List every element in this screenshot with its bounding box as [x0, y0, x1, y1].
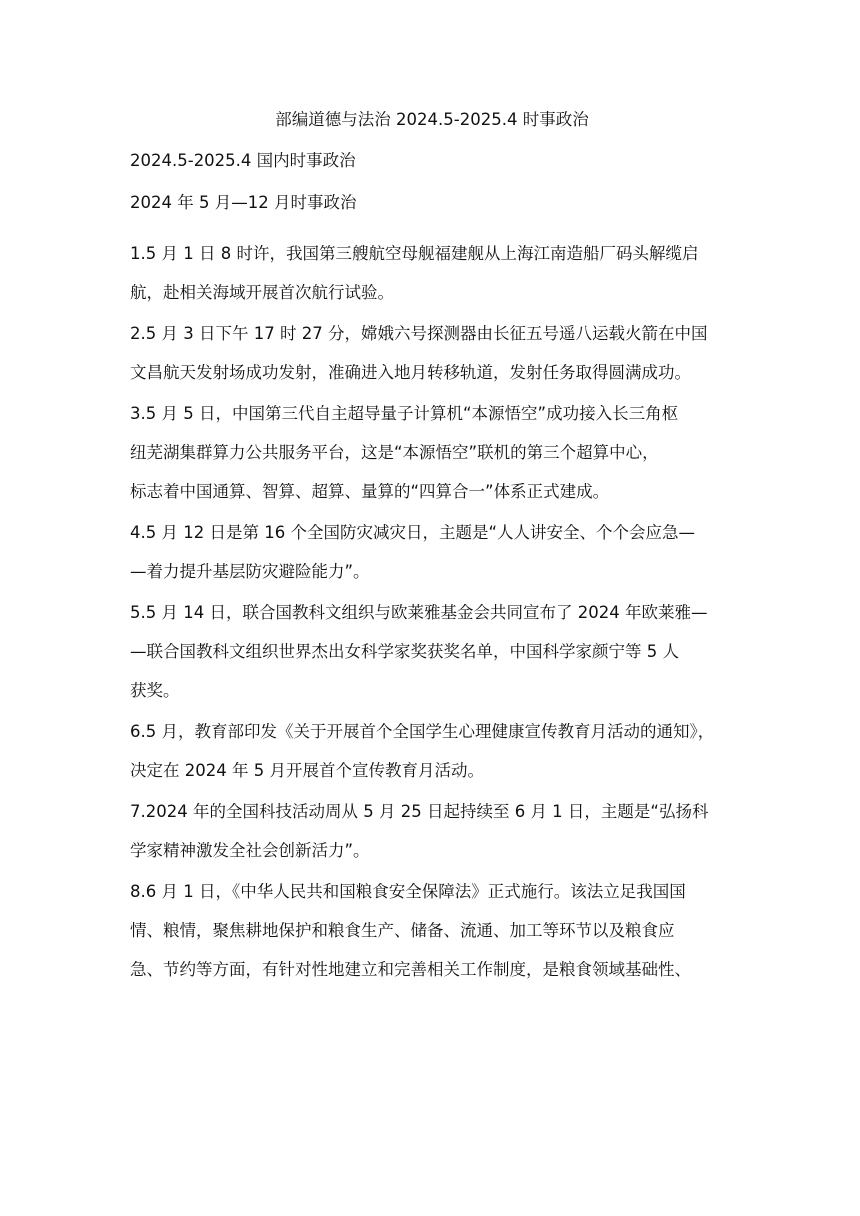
subsection-heading: 2024 年 5 月—12 月时事政治 [130, 192, 357, 212]
paragraph-line: 急、节约等方面，有针对性地建立和完善相关工作制度，是粮食领域基础性、 [130, 960, 691, 979]
paragraph-line: 4.5 月 12 日是第 16 个全国防灾减灾日，主题是“人人讲安全、个个会应急— [130, 523, 696, 542]
paragraph-line: —联合国教科文组织世界杰出女科学家奖获奖名单，中国科学家颜宁等 5 人 [130, 642, 679, 661]
paragraph-line: 文昌航天发射场成功发射，准确进入地月转移轨道，发射任务取得圆满成功。 [130, 363, 691, 382]
paragraph-line: 航，赴相关海域开展首次航行试验。 [130, 283, 394, 302]
news-item-7 [130, 792, 734, 870]
news-item-4 [130, 513, 734, 591]
news-item-6 [130, 712, 734, 790]
paragraph-line: 标志着中国通算、智算、超算、量算的“四算合一”体系正式建成。 [130, 482, 610, 501]
paragraph-line: 8.6 月 1 日，《中华人民共和国粮食安全保障法》正式施行。该法立足我国国 [130, 882, 686, 901]
paragraph-line: 纽芜湖集群算力公共服务平台，这是“本源悟空”联机的第三个超算中心， [130, 443, 659, 462]
page-title: 部编道德与法治 2024.5-2025.4 时事政治 [275, 110, 589, 129]
paragraph-line: —着力提升基层防灾避险能力”。 [130, 562, 370, 581]
section-heading: 2024.5-2025.4 国内时事政治 [130, 151, 356, 170]
news-item-2 [130, 314, 734, 392]
paragraph-line: 6.5 月，教育部印发《关于开展首个全国学生心理健康宣传教育月活动的通知》， [130, 722, 715, 741]
paragraph-line: 情、粮情，聚焦耕地保护和粮食生产、储备、流通、加工等环节以及粮食应 [130, 921, 675, 940]
paragraph-line: 7.2024 年的全国科技活动周从 5 月 25 日起持续至 6 月 1 日，主题是“弘扬科 [130, 802, 709, 821]
paragraph-line: 3.5 月 5 日，中国第三代自主超导量子计算机“本源悟空”成功接入长三角枢 [130, 404, 679, 423]
paragraph-line: 5.5 月 14 日，联合国教科文组织与欧莱雅基金会共同宣布了 2024 年欧莱雅— [130, 603, 708, 622]
news-item-5 [130, 593, 734, 710]
paragraph-line: 决定在 2024 年 5 月开展首个宣传教育月活动。 [130, 761, 484, 780]
paragraph-line: 2.5 月 3 日下午 17 时 27 分，嫦娥六号探测器由长征五号遥八运载火箭在中国 [130, 324, 708, 343]
news-item-3 [130, 394, 734, 511]
paragraph-line: 1.5 月 1 日 8 时许，我国第三艘航空母舰福建舰从上海江南造船厂码头解缆启 [130, 244, 699, 263]
document-body [130, 110, 734, 1000]
paragraph-line: 获奖。 [130, 681, 180, 700]
news-item-1 [130, 234, 734, 312]
paragraph-line: 学家精神激发全社会创新活力”。 [130, 841, 370, 860]
news-item-8 [130, 872, 734, 989]
